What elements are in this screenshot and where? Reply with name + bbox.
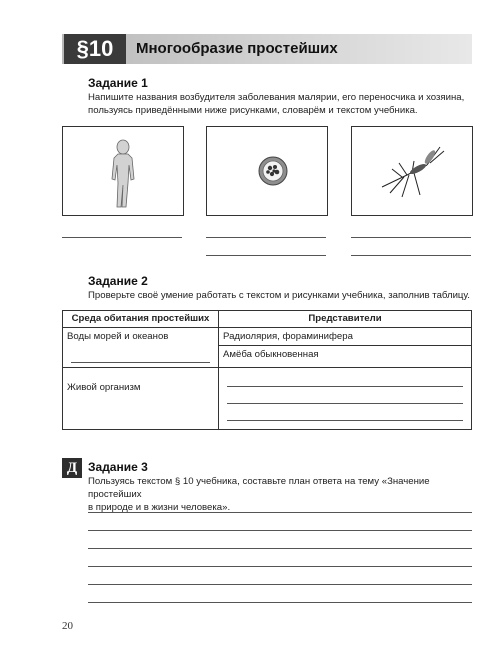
mosquito-icon: [352, 127, 472, 215]
task1-text: [88, 91, 478, 117]
task1-title: Задание 1: [88, 76, 148, 90]
answer-line[interactable]: [206, 255, 326, 256]
table-header-representatives: Представители: [219, 311, 472, 328]
table-cell-habitat: [63, 328, 219, 346]
table-cell-representative: [219, 328, 472, 346]
table-cell-representative-blank[interactable]: [219, 368, 472, 430]
answer-line[interactable]: [62, 237, 182, 238]
human-figure-icon: [63, 127, 183, 215]
mosquito-image: [351, 126, 473, 216]
table-cell-habitat-blank[interactable]: [63, 346, 219, 368]
table-cell-habitat: [63, 368, 219, 430]
answer-line[interactable]: [88, 548, 472, 549]
answer-line[interactable]: [88, 512, 472, 513]
task1-text-line1: Напишите названия возбудителя заболевания малярии, его переносчика и хозяина,: [88, 92, 465, 103]
habitat-value: Воды морей и океанов: [67, 331, 169, 342]
habitat-table: [62, 310, 472, 430]
answer-line[interactable]: [227, 420, 463, 421]
answer-line[interactable]: [227, 403, 463, 404]
answer-line[interactable]: [88, 566, 472, 567]
table-cell-representative: [219, 346, 472, 368]
task2-text: Проверьте своё умение работать с текстом и рисунками учебника, заполнив таблицу.: [88, 290, 470, 301]
answer-line[interactable]: [227, 386, 463, 387]
task3-text-line2: в природе и в жизни человека».: [88, 502, 231, 513]
answer-line[interactable]: [88, 530, 472, 531]
habitat-value: Живой организм: [67, 382, 141, 393]
task2-title: Задание 2: [88, 274, 148, 288]
task3-title: Задание 3: [88, 460, 148, 474]
additional-task-badge: Д: [62, 458, 82, 478]
human-figure-image: [62, 126, 184, 216]
answer-line[interactable]: [351, 237, 471, 238]
task3-text-line1: Пользуясь текстом § 10 учебника, составьте план ответа на тему «Значение простейших: [88, 476, 430, 500]
plasmodium-cell-icon: [207, 127, 327, 215]
task3-text: [88, 475, 480, 514]
answer-line[interactable]: [351, 255, 471, 256]
table-header-habitat: Среда обитания простейших: [63, 311, 219, 328]
answer-line[interactable]: [88, 584, 472, 585]
answer-line[interactable]: [71, 362, 210, 363]
plasmodium-image: [206, 126, 328, 216]
page-number: 20: [62, 620, 73, 632]
task1-text-line2: пользуясь приведёнными ниже рисунками, словарём и текстом учебника.: [88, 105, 418, 116]
answer-line[interactable]: [206, 237, 326, 238]
representative-value: Радиолярия, фораминифера: [223, 331, 353, 342]
answer-line[interactable]: [88, 602, 472, 603]
representative-value: Амёба обыкновенная: [223, 349, 319, 360]
section-number: §10: [64, 34, 126, 64]
section-title: Многообразие простейших: [136, 40, 338, 57]
